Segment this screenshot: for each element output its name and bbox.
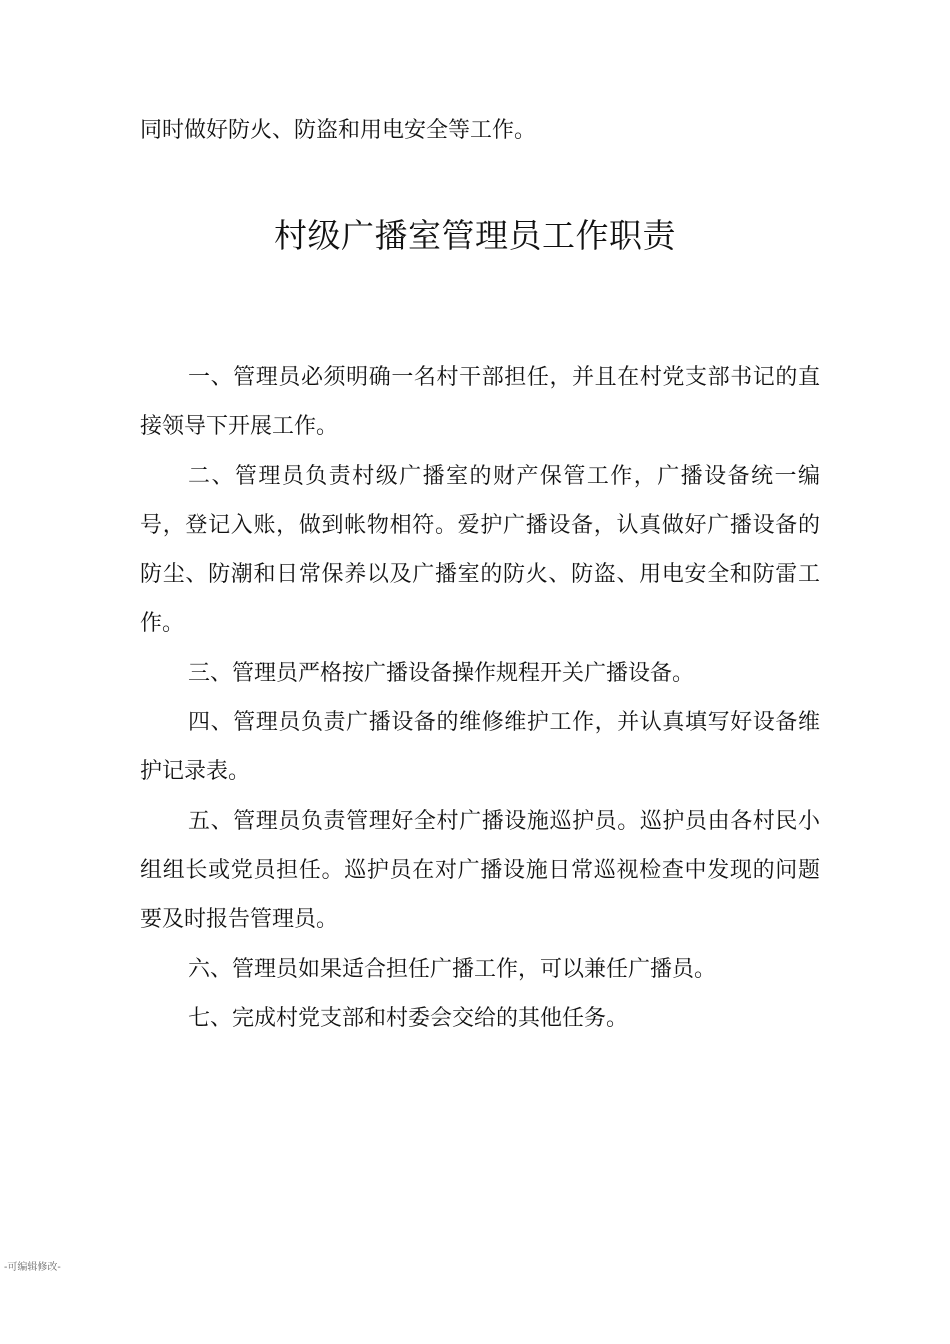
paragraph-3: 三、管理员严格按广播设备操作规程开关广播设备。 <box>188 660 695 686</box>
document-title: 村级广播室管理员工作职责 <box>274 216 676 255</box>
document-body <box>140 353 820 1043</box>
paragraph-2: 二、管理员负责村级广播室的财产保管工作，广播设备统一编号，登记入账，做到帐物相符。爱护广播设备，认真做好广播设备的防尘、防潮和日常保养以及广播室的防火、防盗、用电安全和防雷工作。 <box>140 463 820 637</box>
footer-note: -可编辑修改- <box>4 1262 61 1273</box>
paragraph-5: 五、管理员负责管理好全村广播设施巡护员。巡护员由各村民小组组长或党员担任。巡护员在对广播设施日常巡视检查中发现的问题要及时报告管理员。 <box>140 808 820 933</box>
paragraph-1: 一、管理员必须明确一名村干部担任，并且在村党支部书记的直接领导下开展工作。 <box>140 365 820 440</box>
paragraph-4: 四、管理员负责广播设备的维修维护工作，并认真填写好设备维护记录表。 <box>140 710 820 785</box>
paragraph-7: 七、完成村党支部和村委会交给的其他任务。 <box>188 1005 629 1031</box>
paragraph-6: 六、管理员如果适合担任广播工作，可以兼任广播员。 <box>188 956 717 982</box>
continuation-text: 同时做好防火、防盗和用电安全等工作。 <box>140 118 537 143</box>
